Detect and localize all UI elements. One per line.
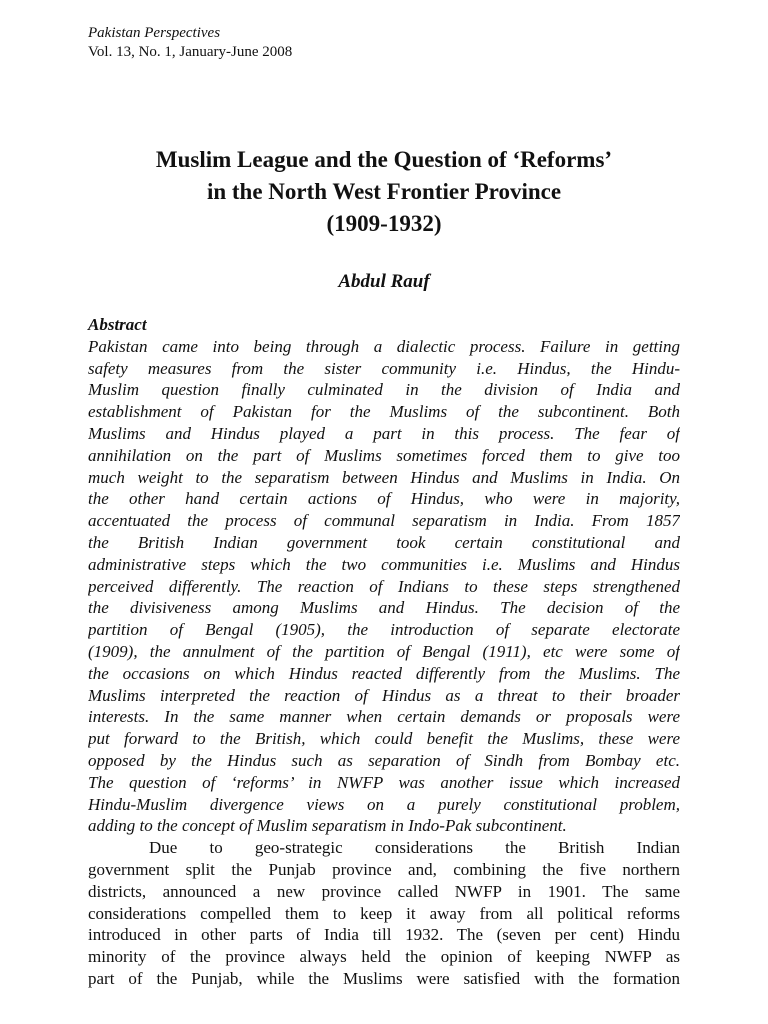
abstract-line: Muslim question finally culminated in the division of India and xyxy=(88,380,680,400)
abstract-line: perceived differently. The reaction of Indians to these steps strengthened xyxy=(88,576,680,596)
article-author: Abdul Rauf xyxy=(338,271,430,292)
abstract-line: Hindu-Muslim divergence views on a purely constitutional problem, xyxy=(88,794,680,814)
abstract-text xyxy=(88,336,680,837)
abstract-line: Pakistan came into being through a dialectic process. Failure in getting xyxy=(88,336,680,356)
title-line: (1909-1932) xyxy=(326,211,442,236)
body-line: districts, announced a new province called NWFP in 1901. The same xyxy=(88,881,680,901)
abstract-line: Muslims and Hindus played a part in this process. The fear of xyxy=(88,423,680,443)
abstract-line: Muslims interpreted the reaction of Hindus as a threat to their broader xyxy=(88,685,680,705)
abstract-line: opposed by the Hindus such as separation of Sindh from Bombay etc. xyxy=(88,750,680,770)
abstract-line: accentuated the process of communal separatism in India. From 1857 xyxy=(88,511,680,531)
journal-name: Pakistan Perspectives xyxy=(88,25,221,41)
abstract-line: the British Indian government took certain constitutional and xyxy=(88,532,680,552)
abstract-line: partition of Bengal (1905), the introduction of separate electorate xyxy=(88,620,680,640)
abstract-line: the divisiveness among Muslims and Hindus. The decision of the xyxy=(88,598,680,618)
abstract-line: (1909), the annulment of the partition of Bengal (1911), etc were some of xyxy=(88,641,680,661)
body-line: government split the Punjab province and, combining the five northern xyxy=(88,859,680,879)
abstract-line: safety measures from the sister community i.e. Hindus, the Hindu- xyxy=(88,358,680,378)
abstract-line: administrative steps which the two communities i.e. Muslims and Hindus xyxy=(88,554,680,574)
body-paragraph xyxy=(88,837,680,990)
body-line: Due to geo-strategic considerations the British Indian xyxy=(149,838,680,858)
abstract-line: adding to the concept of Muslim separatism in Indo-Pak subcontinent. xyxy=(88,816,567,836)
abstract-line: establishment of Pakistan for the Muslims of the subcontinent. Both xyxy=(88,402,680,422)
title-line: Muslim League and the Question of ‘Reforms’ xyxy=(155,147,613,172)
article-title xyxy=(88,144,680,240)
title-line: in the North West Frontier Province xyxy=(206,179,562,204)
abstract-line: interests. In the same manner when certain demands or proposals were xyxy=(88,707,680,727)
abstract-line: much weight to the separatism between Hindus and Muslims in India. On xyxy=(88,467,680,487)
abstract-line: The question of ‘reforms’ in NWFP was another issue which increased xyxy=(88,772,680,792)
abstract-heading: Abstract xyxy=(88,315,147,334)
abstract-line: the other hand certain actions of Hindus, who were in majority, xyxy=(88,489,680,509)
journal-volume: Vol. 13, No. 1, January-June 2008 xyxy=(88,44,293,60)
body-line: considerations compelled them to keep it away from all political reforms xyxy=(88,903,680,923)
abstract-line: annihilation on the part of Muslims sometimes forced them to give too xyxy=(88,445,680,465)
body-line: part of the Punjab, while the Muslims were satisfied with the formation xyxy=(88,968,680,988)
abstract-line: the occasions on which Hindus reacted differently from the Muslims. The xyxy=(88,663,680,683)
body-line: introduced in other parts of India till 1932. The (seven per cent) Hindu xyxy=(88,925,680,945)
body-line: minority of the province always held the opinion of keeping NWFP as xyxy=(88,947,680,967)
abstract-line: put forward to the British, which could benefit the Muslims, these were xyxy=(88,729,680,749)
running-header xyxy=(88,24,680,62)
